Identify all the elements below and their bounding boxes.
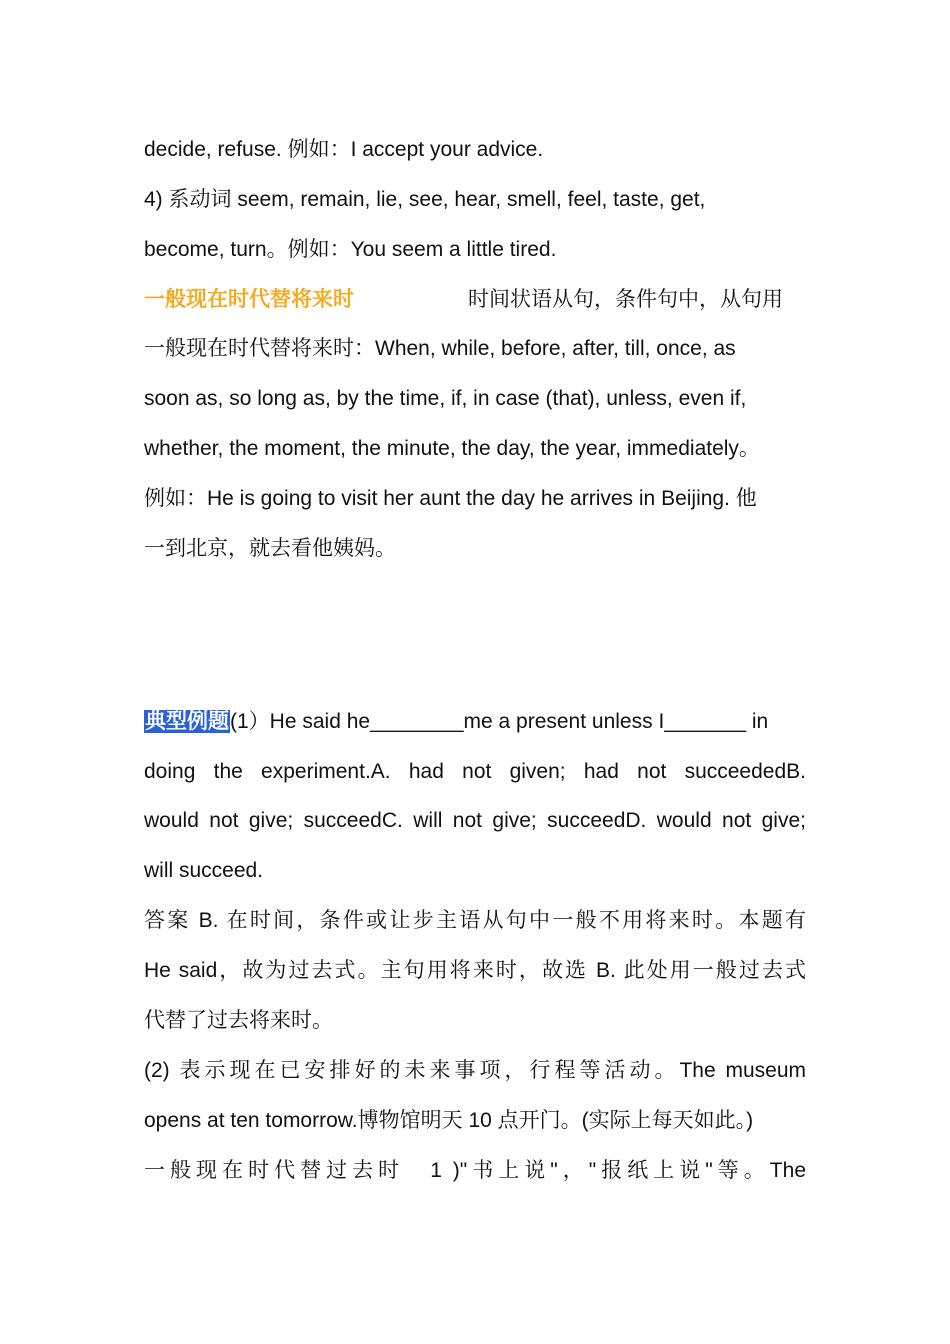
text-segment: (1）He said he________me a present unless I_______ in — [230, 710, 769, 733]
text-line: 代替了过去将来时。 — [144, 1009, 333, 1032]
text-line: soon as, so long as, by the time, if, in case (that), unless, even if, — [144, 387, 747, 410]
example-line — [144, 706, 806, 738]
text-line: 答案 B. 在时间，条件或让步主语从句中一般不用将来时。本题有 — [144, 909, 806, 932]
section-heading: 一般现在时代替将来时 — [144, 288, 354, 311]
text-line: 一般现在时代替过去时 1 )"书上说"，"报纸上说"等。The — [144, 1159, 806, 1182]
highlighted-label: 典型例题 — [145, 710, 229, 733]
text-line: will succeed. — [144, 859, 264, 882]
text-line: He said，故为过去式。主句用将来时，故选 B. 此处用一般过去式 — [144, 959, 806, 982]
text-line: become, turn。例如：You seem a little tired. — [144, 238, 557, 261]
text-line: (2) 表示现在已安排好的未来事项，行程等活动。The museum — [144, 1059, 806, 1082]
text-line: 一到北京，就去看他姨妈。 — [144, 537, 396, 560]
section-heading-line — [144, 284, 806, 316]
text-line: would not give; succeedC. will not give; succeedD. would not give; — [144, 809, 806, 832]
text-line: decide, refuse. 例如：I accept your advice. — [144, 138, 544, 161]
text-segment: 时间状语从句，条件句中，从句用 — [468, 288, 783, 311]
text-line: doing the experiment.A. had not given; had not succeededB. — [144, 760, 806, 783]
text-line: opens at ten tomorrow.博物馆明天 10 点开门。(实际上每天如此。) — [144, 1109, 754, 1132]
text-line: 一般现在时代替将来时：When, while, before, after, till, once, as — [144, 337, 736, 360]
text-line: whether, the moment, the minute, the day, the year, immediately。 — [144, 437, 760, 460]
text-line: 4) 系动词 seem, remain, lie, see, hear, smell, feel, taste, get, — [144, 188, 706, 211]
text-line: 例如：He is going to visit her aunt the day he arrives in Beijing. 他 — [144, 487, 757, 510]
